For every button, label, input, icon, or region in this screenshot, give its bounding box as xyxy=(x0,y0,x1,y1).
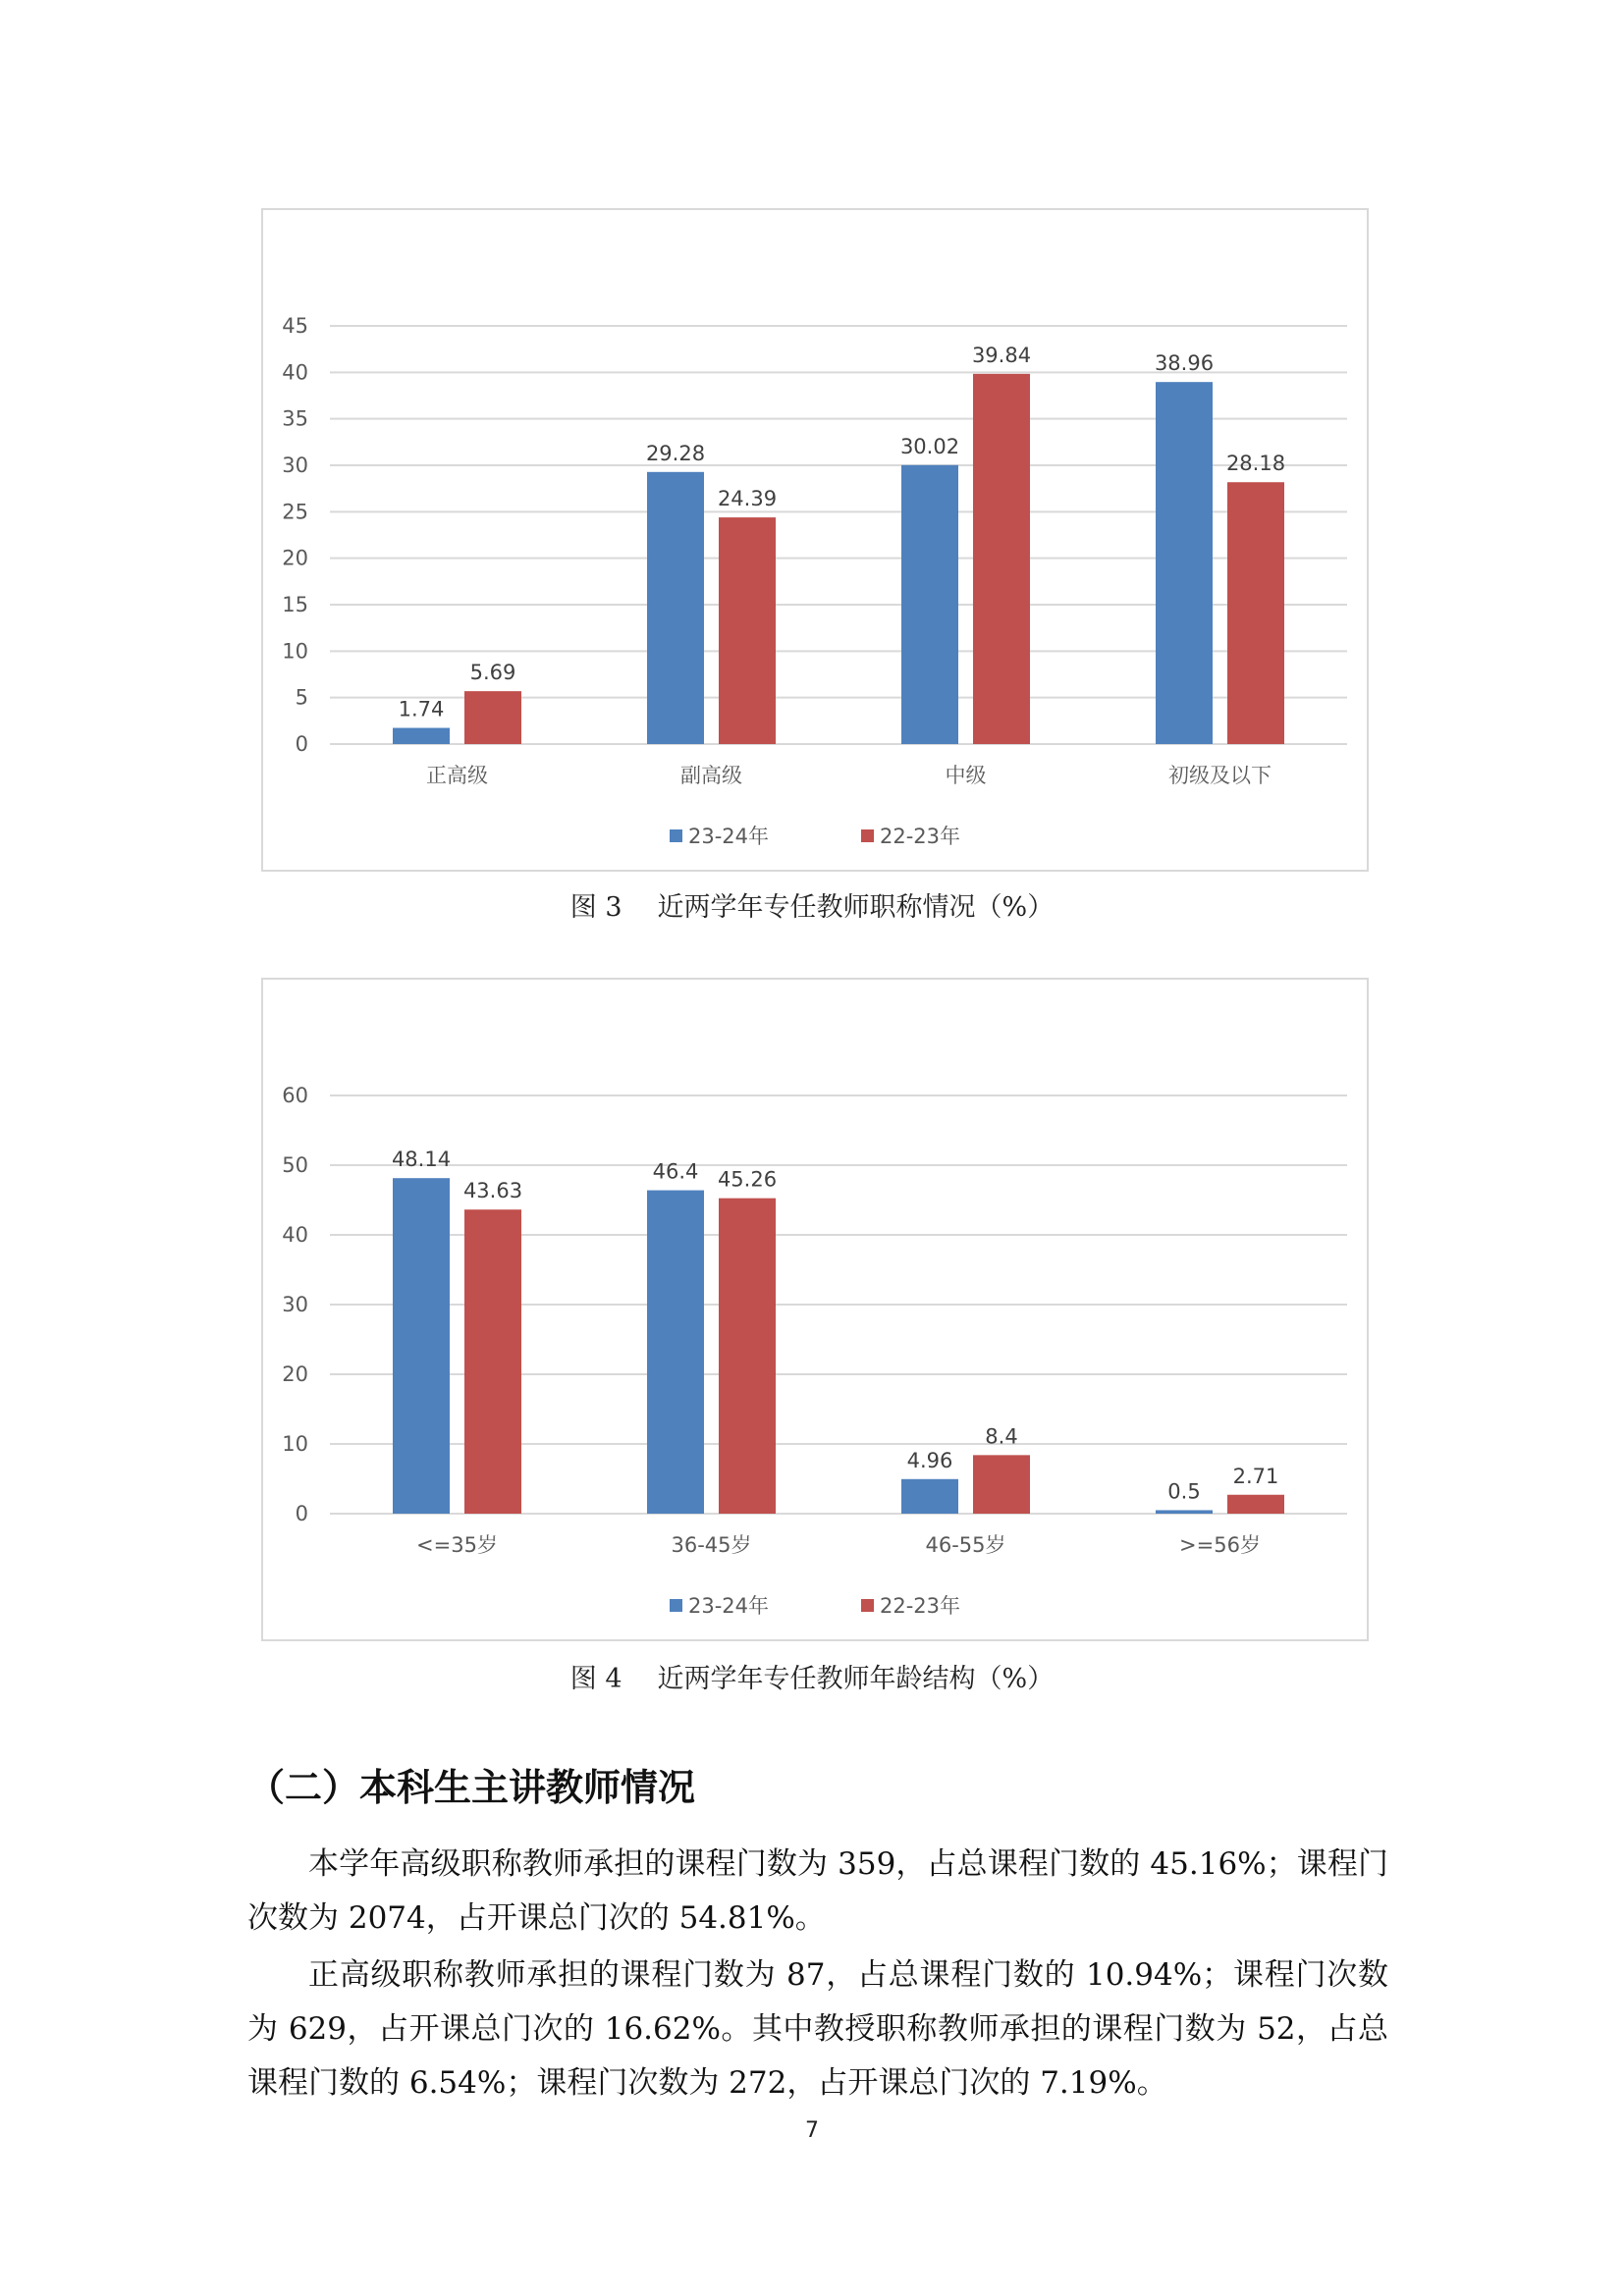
bar xyxy=(464,691,521,744)
chart-age-structure xyxy=(261,978,1369,1641)
bar xyxy=(901,1479,958,1514)
y-tick-label: 35 xyxy=(282,406,308,431)
data-label: 8.4 xyxy=(985,1424,1018,1449)
bar xyxy=(1227,1495,1284,1514)
section-heading: （二）本科生主讲教师情况 xyxy=(247,1766,696,1809)
figure-title: 近两学年专任教师职称情况（%） xyxy=(657,892,1055,923)
bar xyxy=(973,374,1030,744)
bar xyxy=(719,1199,776,1514)
legend-swatch-blue xyxy=(670,829,682,842)
legend-label: 22-23年 xyxy=(880,825,961,848)
legend-swatch-red xyxy=(861,1599,874,1612)
legend-swatch-blue xyxy=(670,1599,682,1612)
data-label: 5.69 xyxy=(469,661,516,685)
bar xyxy=(393,1178,450,1514)
y-tick-label: 0 xyxy=(295,1502,308,1525)
data-label: 4.96 xyxy=(906,1448,953,1472)
y-tick-label: 20 xyxy=(282,1362,308,1386)
legend-swatch-red xyxy=(861,829,874,842)
data-label: 43.63 xyxy=(462,1179,523,1203)
body-paragraph: 正高级职称教师承担的课程门数为 87，占总课程门数的 10.94%；课程门次数为 629，占开课总门次的 16.62%。其中教授职称教师承担的课程门数为 52，占总课程门数的 6.54%；课程门次数为 272，占开课总门次的 7.19%。 xyxy=(247,1957,1388,2101)
y-tick-label: 50 xyxy=(282,1153,308,1177)
y-tick-label: 30 xyxy=(282,1293,308,1316)
legend-label: 23-24年 xyxy=(687,825,769,848)
y-tick-label: 40 xyxy=(282,1223,308,1247)
legend-item xyxy=(861,1590,960,1620)
y-tick-label: 0 xyxy=(295,732,308,756)
chart-legend xyxy=(263,1590,1367,1620)
bar xyxy=(1156,1510,1213,1514)
figure-title: 近两学年专任教师年龄结构（%） xyxy=(657,1664,1055,1694)
y-tick-label: 60 xyxy=(282,1084,308,1107)
data-label: 24.39 xyxy=(717,487,778,511)
data-label: 45.26 xyxy=(717,1167,778,1192)
data-label: 39.84 xyxy=(971,343,1032,367)
y-tick-label: 25 xyxy=(282,500,308,524)
bar xyxy=(647,472,704,744)
chart-title-distribution xyxy=(261,208,1369,872)
data-label: 28.18 xyxy=(1225,452,1286,476)
figure-caption xyxy=(0,885,1624,924)
x-tick-label: 中级 xyxy=(945,764,987,787)
x-tick-label: 副高级 xyxy=(680,764,742,787)
legend-label: 23-24年 xyxy=(687,1594,769,1618)
x-tick-label: >=56岁 xyxy=(1179,1533,1261,1557)
data-label: 0.5 xyxy=(1167,1479,1201,1504)
chart-plot-area xyxy=(263,210,1367,870)
page-number: 7 xyxy=(805,2118,819,2143)
bar xyxy=(973,1455,1030,1514)
y-tick-label: 45 xyxy=(282,314,308,338)
bar xyxy=(1227,482,1284,744)
figure-number: 图 3 xyxy=(569,892,623,923)
bar xyxy=(901,465,958,744)
legend-item xyxy=(670,821,769,850)
legend-item xyxy=(861,821,960,850)
figure-number: 图 4 xyxy=(569,1664,623,1694)
chart-plot-area xyxy=(263,980,1367,1639)
y-tick-label: 15 xyxy=(282,593,308,616)
x-tick-label: 正高级 xyxy=(426,764,488,787)
body-paragraph: 本学年高级职称教师承担的课程门数为 359，占总课程门数的 45.16%；课程门次数为 2074，占开课总门次的 54.81%。 xyxy=(247,1846,1388,1936)
data-label: 1.74 xyxy=(398,697,445,721)
bar xyxy=(464,1209,521,1514)
bar xyxy=(393,728,450,744)
bar xyxy=(647,1191,704,1514)
y-tick-label: 30 xyxy=(282,454,308,477)
data-label: 2.71 xyxy=(1232,1464,1279,1488)
chart-legend xyxy=(263,821,1367,850)
x-tick-label: 46-55岁 xyxy=(925,1533,1006,1557)
y-tick-label: 20 xyxy=(282,546,308,570)
bar xyxy=(719,517,776,744)
data-label: 29.28 xyxy=(645,441,706,465)
data-label: 46.4 xyxy=(652,1159,699,1184)
legend-label: 22-23年 xyxy=(880,1594,961,1618)
figure-caption xyxy=(0,1657,1624,1695)
legend-item xyxy=(670,1590,769,1620)
y-tick-label: 40 xyxy=(282,360,308,385)
bar xyxy=(1156,382,1213,744)
x-tick-label: 初级及以下 xyxy=(1168,764,1272,787)
y-tick-label: 10 xyxy=(282,1432,308,1456)
y-tick-label: 10 xyxy=(282,639,308,664)
data-label: 48.14 xyxy=(391,1148,452,1172)
data-label: 30.02 xyxy=(899,434,960,458)
x-tick-label: <=35岁 xyxy=(416,1533,498,1557)
data-label: 38.96 xyxy=(1154,351,1215,376)
x-tick-label: 36-45岁 xyxy=(671,1533,752,1557)
y-tick-label: 5 xyxy=(295,685,308,710)
